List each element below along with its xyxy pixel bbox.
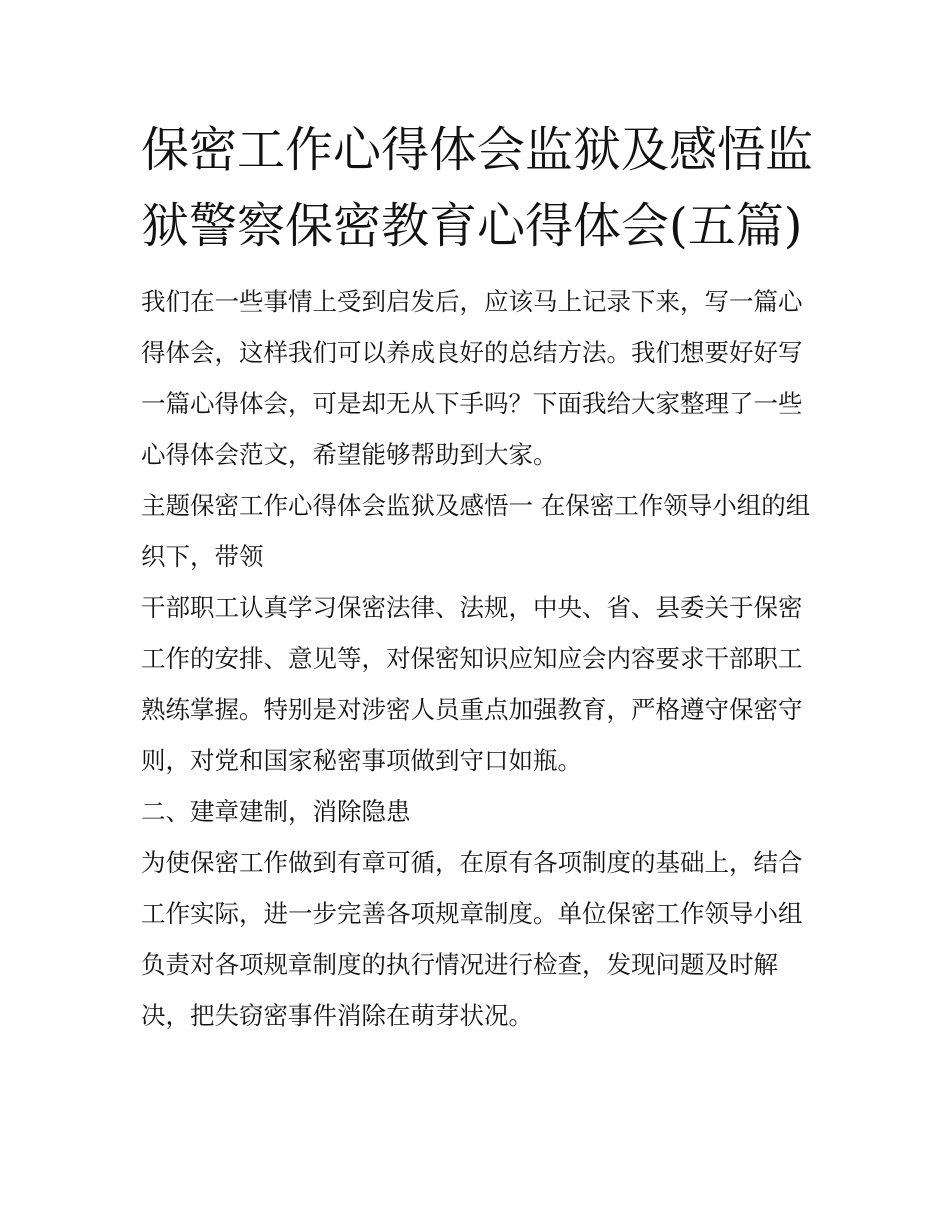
paragraph-rules: 为使保密工作做到有章可循，在原有各项制度的基础上，结合工作实际，进一步完善各项规章制度。单位保密工作领导小组负责对各项规章制度的执行情况进行检查，发现问题及时解决，把失窃密事件消除在萌芽状况。 [141,848,803,1030]
paragraph-study: 干部职工认真学习保密法律、法规，中央、省、县委关于保密工作的安排、意见等，对保密知识应知应会内容要求干部职工熟练掌握。特别是对涉密人员重点加强教育，严格遵守保密守则，对党和国家秘密事项做到守口如瓶。 [141,593,803,775]
section-heading-two: 二、建章建制，消除隐患 [141,797,411,826]
paragraph-topic-one: 主题保密工作心得体会监狱及感悟一 在保密工作领导小组的组织下，带领 [141,491,811,571]
document-title: 保密工作心得体会监狱及感悟监狱警察保密教育心得体会(五篇) [141,122,814,254]
paragraph-intro: 我们在一些事情上受到启发后，应该马上记录下来，写一篇心得体会，这样我们可以养成良好的总结方法。我们想要好好写一篇心得体会，可是却无从下手吗？下面我给大家整理了一些心得体会范文，希望能够帮助到大家。 [141,287,803,469]
document-body [141,112,816,1041]
